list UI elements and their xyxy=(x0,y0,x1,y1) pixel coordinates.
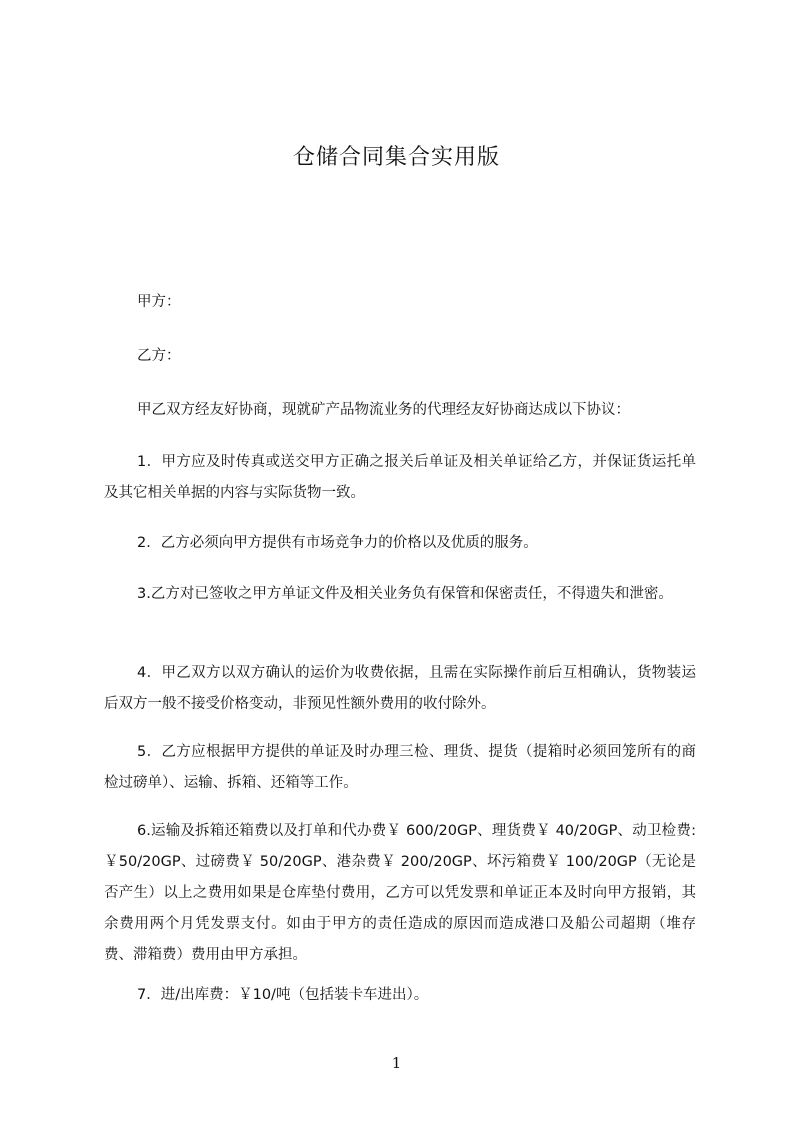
party-a-label: 甲方： xyxy=(137,294,181,310)
page-number: 1 xyxy=(391,1054,402,1072)
party-b-label: 乙方： xyxy=(137,348,181,364)
clause-1: 1．甲方应及时传真或送交甲方正确之报关后单证及相关单证给乙方，并保证货运托单及其它相关单据的内容与实际货物一致。 xyxy=(104,454,696,501)
document-title: 仓储合同集合实用版 xyxy=(292,145,500,170)
clause-3: 3.乙方对已签收之甲方单证文件及相关业务负有保管和保密责任，不得遗失和泄密。 xyxy=(137,586,673,602)
clause-6: 6.运输及拆箱还箱费以及打单和代办费￥ 600/20GP、理货费￥ 40/20GP、动卫检费:￥50/20GP、过磅费￥ 50/20GP、港杂费￥ 200/20GP、坏污箱费￥ 100/20GP（无论是否产生）以上之费用如果是仓库垫付费用，乙方可以凭发票和单证正本及时向甲方报销，其余费用两个月凭发票支付。如由于甲方的责任造成的原因而造成港口及船公司超期（堆存费、滞箱费）费用由甲方承担。 xyxy=(104,823,696,963)
intro-paragraph: 甲乙双方经友好协商，现就矿产品物流业务的代理经友好协商达成以下协议： xyxy=(137,402,630,418)
clause-5: 5．乙方应根据甲方提供的单证及时办理三检、理货、提货（提箱时必须回笼所有的商检过磅单）、运输、拆箱、还箱等工作。 xyxy=(104,744,696,791)
clause-4: 4．甲乙双方以双方确认的运价为收费依据，且需在实际操作前后互相确认，货物装运后双方一般不接受价格变动，非预见性额外费用的收付除外。 xyxy=(104,665,696,712)
clause-2: 2．乙方必须向甲方提供有市场竞争力的价格以及优质的服务。 xyxy=(137,535,538,551)
clause-7: 7．进/出库费：￥10/吨（包括装卡车进出）。 xyxy=(137,987,429,1003)
